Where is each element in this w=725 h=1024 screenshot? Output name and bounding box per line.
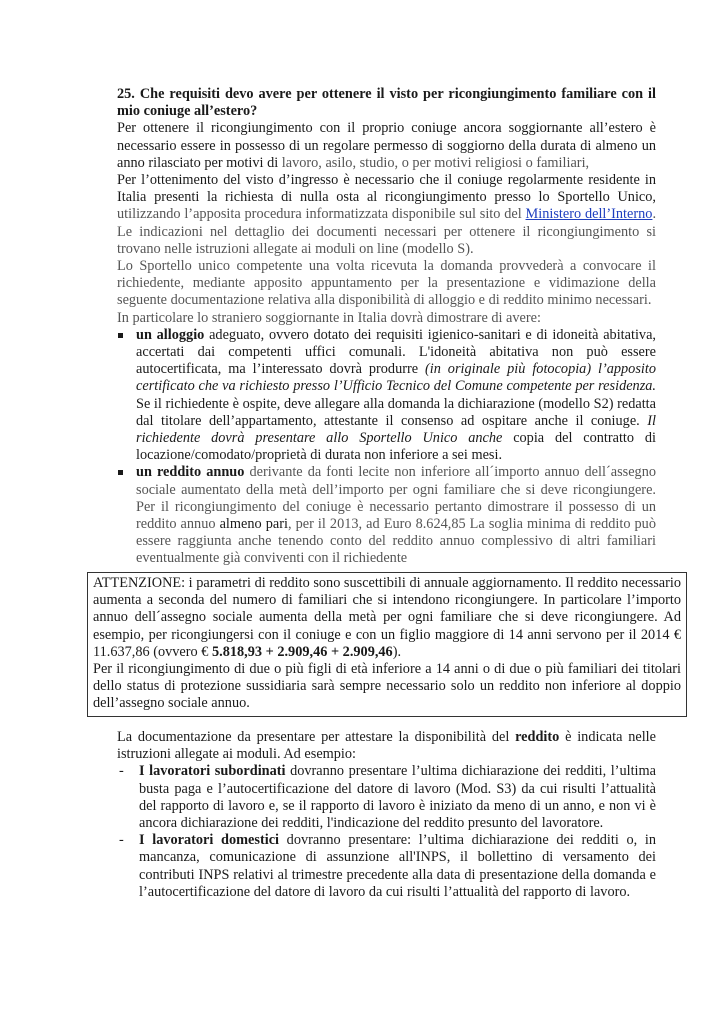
paragraph-visa-procedure: utilizzando l’apposita procedura informatizzata disponibile sul sito del	[117, 206, 526, 223]
documentation-intro-text: La documentazione da presentare per attestare la disponibilità del	[117, 729, 516, 745]
attention-sum: 5.818,93 + 2.909,46 + 2.909,46	[212, 643, 393, 660]
documentation-intro-bold: reddito	[515, 729, 560, 745]
alloggio-contract-text: copia del contratto di locazione/comodato/proprietà di durata non inferiore a sei mesi.	[136, 430, 656, 464]
dash-bullet-icon: -	[119, 763, 124, 780]
reddito-amount-text: Euro 8.624,85 La soglia minima di reddito può essere raggiunta anche tenendo conto del reddito annuo complessivo di altri familiari eventualmente già conviventi con il richiedente	[136, 516, 656, 567]
paragraph-permit-text: Per ottenere il ricongiungimento con il proprio coniuge ancora soggiornante all’estero è necessario essere in possesso di un regolare permesso di soggiorno della durata di almeno un anno rilasciato per motivi di	[117, 120, 656, 171]
list-item-subordinati	[117, 763, 656, 832]
paragraph-sportello: Lo Sportello unico competente una volta ricevuta la domanda provvederà a convocare il richiedente, mediante apposito appuntamento per la presentazione e vidimazione della seguente documentazione relativa alla disponibilità di alloggio e di reddito minimo necessari.	[117, 258, 656, 309]
paragraph-visa-text: Per l’ottenimento del visto d’ingresso è necessario che il coniuge regolarmente residente in Italia presenti la richiesta di nulla osta al ricongiungimento presso lo Sportello Unico,	[117, 172, 656, 206]
attention-box	[87, 572, 687, 717]
paragraph-visa	[117, 172, 656, 258]
requirements-list	[117, 327, 656, 568]
documentation-intro	[117, 729, 656, 763]
paragraph-visa-details: . Le indicazioni nel dettaglio dei documenti necessari per ottenere il ricongiungimento si trovano nelle istruzioni allegate ai moduli on line (modello S).	[117, 206, 657, 257]
reddito-label: un reddito annuo	[136, 464, 245, 481]
documentation-intro-end: è indicata nelle istruzioni allegate ai moduli. Ad esempio:	[117, 729, 657, 763]
documentation-section	[117, 729, 656, 901]
paragraph-permit	[117, 120, 656, 172]
subordinati-text: dovranno presentare l’ultima dichiarazione dei redditi, l’ultima busta paga e l’autocertificazione del datore di lavoro (Mod. S3) da cui risulti l’attualità del rapporto di lavoro e, se il rapporto di lavoro è iniziato da meno di un anno, e non vi è ancora dichiarazione dei redditi, l'indicazione del reddito presunto del lavoratore.	[139, 763, 656, 832]
alloggio-guest-text: Se il richiedente è ospite, deve allegare alla domanda la dichiarazione (modello S2) redatta dal titolare dell’appartamento, attestante il consenso ad ospitare anche il coniuge.	[136, 395, 656, 429]
alloggio-text: adeguato, ovvero dotato dei requisiti igienico-sanitari e di idoneità abitativa, accertati dai competenti uffici comunali. L'idoneità abitativa non può essere autocertificata, ma l’interessato dovrà produrre	[136, 326, 657, 378]
domestici-label: I lavoratori domestici	[139, 832, 280, 849]
list-item-domestici	[117, 832, 656, 901]
faq-section	[117, 86, 656, 568]
attention-children-paragraph: Per il ricongiungimento di due o più figli di età inferiore a 14 anni o di due o più familiari dei titolari dello status di protezione sussidiaria sarà sempre necessario solo un reddito non inferiore al doppio dell’assegno sociale annuo.	[93, 661, 681, 712]
ministero-link[interactable]: Ministero dell’Interno	[525, 206, 653, 223]
list-item-reddito	[117, 464, 656, 567]
alloggio-certificate-text: (in originale più fotocopia) l’apposito certificato che va richiesto presso l’Ufficio Tecnico del Comune competente per residenza.	[136, 361, 656, 395]
dash-bullet-icon: -	[119, 832, 124, 849]
alloggio-sportello-text: Il richiedente dovrà presentare allo Sportello Unico anche	[136, 412, 656, 447]
attention-text: ATTENZIONE: i parametri di reddito sono suscettibili di annuale aggiornamento. Il reddito necessario aumenta a seconda del numero di familiari che si intendono ricongiungere. In particolare l’importo annuo dell´assegno sociale aumenta della metà per ogni familiare che si deve ricongiungere. Ad esempio, per ricongiungersi con il coniuge e con un figlio maggiore di 14 anni servono per il 2014 € 11.637,86 (ovvero €	[93, 575, 681, 660]
reddito-text: derivante da fonti lecite non inferiore all´importo annuo dell´assegno sociale aumentato della metà dell’importo per ogni familiare che si deve ricongiungere. Per il ricongiungimento del coniuge è necessario pertanto dimostrare il possesso di un reddito annuo	[136, 464, 656, 533]
question-title: 25. Che requisiti devo avere per ottenere il visto per ricongiungimento familiare con il mio coniuge all’estero?	[117, 86, 656, 120]
reddito-almeno-text: almeno pari	[219, 516, 288, 533]
documentation-list	[117, 763, 656, 901]
alloggio-label: un alloggio	[136, 326, 205, 343]
subordinati-label: I lavoratori subordinati	[139, 763, 286, 780]
square-bullet-icon	[118, 333, 123, 338]
square-bullet-icon	[118, 470, 123, 475]
permit-reasons: lavoro, asilo, studio, o per motivi religiosi o familiari,	[281, 154, 590, 171]
paragraph-requirements-intro: In particolare lo straniero soggiornante in Italia dovrà dimostrare di avere:	[117, 309, 541, 326]
attention-paragraph	[93, 575, 681, 661]
reddito-year-text: , per il 2013, ad	[287, 516, 384, 533]
list-item-alloggio	[117, 327, 656, 465]
attention-end: ).	[392, 643, 402, 660]
domestici-text: dovranno presentare: l’ultima dichiarazione dei redditi o, in mancanza, comunicazione di assunzione all'INPS, il bollettino di versamento dei contributi INPS relativi al trimestre precedente alla data di presentazione della domanda e l’autocertificazione del datore di lavoro da cui risulti l’attualità del rapporto di lavoro.	[139, 832, 656, 900]
